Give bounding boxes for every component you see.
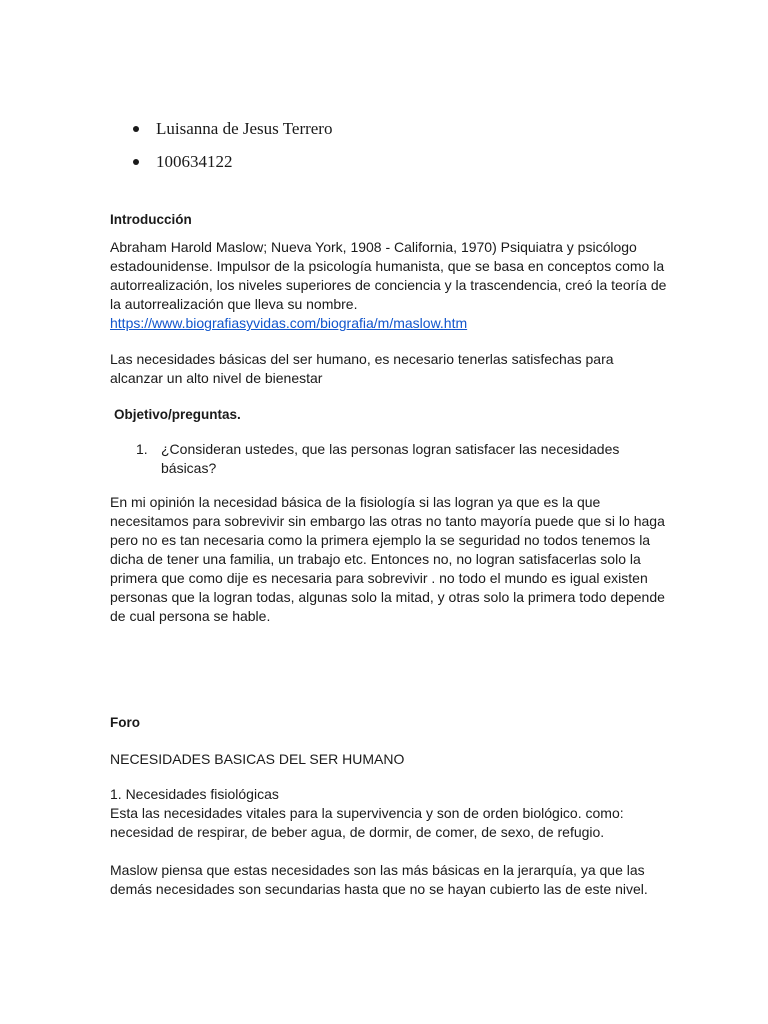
physiological-needs-section xyxy=(110,785,670,842)
foro-title: NECESIDADES BASICAS DEL SER HUMANO xyxy=(110,751,405,767)
author-info-list xyxy=(130,118,332,184)
author-name: Luisanna de Jesus Terrero xyxy=(156,119,333,138)
maslow-hierarchy-paragraph: Maslow piensa que estas necesidades son las más básicas en la jerarquía, ya que las demás necesidades son secundarias hasta que no se hayan cubierto las de este nivel. xyxy=(110,862,648,897)
physiological-needs-text: Esta las necesidades vitales para la supervivencia y son de orden biológico. como: necesidad de respirar, de beber agua, de dormir, de comer, de sexo, de refugio. xyxy=(110,805,624,840)
question-number: 1. xyxy=(136,441,148,457)
needs-paragraph: Las necesidades básicas del ser humano, es necesario tenerlas satisfechas para alcanzar un alto nivel de bienestar xyxy=(110,351,614,386)
student-id: 100634122 xyxy=(156,152,233,171)
question-item xyxy=(136,440,656,478)
author-name-item xyxy=(130,118,332,139)
biography-link[interactable]: https://www.biografiasyvidas.com/biografia/m/maslow.htm xyxy=(110,315,468,331)
objective-heading: Objetivo/preguntas. xyxy=(114,407,241,422)
bullet-icon xyxy=(133,126,139,132)
answer-paragraph: En mi opinión la necesidad básica de la fisiología si las logran ya que es la que necesitamos para sobrevivir sin embargo las otras no tanto mayoría puede que si lo haga pero no es tan necesaria como la primera ejemplo la se seguridad no todos tenemos la dicha de tener una familia, un trabajo etc. Entonces no, no logran satisfacerlas solo la primera que como dije es necesaria para sobrevivir . no todo el mundo es igual existen personas que la logran todas, algunas solo la mitad, y otras solo la primera todo depende de cual persona se hable. xyxy=(110,494,665,624)
student-id-item xyxy=(130,151,332,172)
bullet-icon xyxy=(133,159,139,165)
intro-paragraph xyxy=(110,238,670,333)
question-text: ¿Consideran ustedes, que las personas logran satisfacer las necesidades básicas? xyxy=(161,441,620,476)
intro-heading: Introducción xyxy=(110,212,192,227)
physiological-needs-title: 1. Necesidades fisiológicas xyxy=(110,786,279,802)
foro-heading: Foro xyxy=(110,715,140,730)
intro-paragraph-text: Abraham Harold Maslow; Nueva York, 1908 - California, 1970) Psiquiatra y psicólogo estadounidense. Impulsor de la psicología humanista, que se basa en conceptos como la autorrealización, los niveles superiores de conciencia y la trascendencia, creó la teoría de la autorrealización que lleva su nombre. xyxy=(110,239,667,312)
